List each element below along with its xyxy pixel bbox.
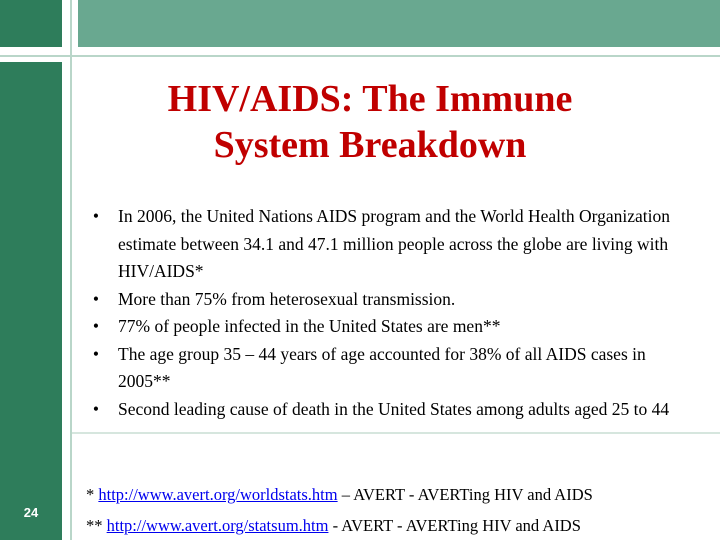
reference-1 bbox=[86, 485, 593, 505]
slide-title-line-1: HIV/AIDS: The Immune bbox=[167, 78, 573, 120]
frame-divider-horizontal bbox=[0, 55, 720, 57]
bullet-icon: • bbox=[92, 316, 100, 336]
bullet-text: Second leading cause of death in the United States among adults aged 25 to 44 bbox=[118, 398, 670, 419]
bullet-item bbox=[86, 203, 686, 286]
reference-1-prefix: * bbox=[86, 485, 99, 504]
bullet-item bbox=[86, 286, 686, 314]
bullet-text: More than 75% from heterosexual transmission. bbox=[118, 288, 456, 309]
bullet-text: In 2006, the United Nations AIDS program and the World Health Organization estimate between 34.1 and 47.1 million people across the globe are living with HIV/AIDS* bbox=[118, 206, 671, 281]
reference-2-prefix: ** bbox=[86, 516, 107, 535]
bullet-item bbox=[86, 341, 686, 396]
frame-banner-top bbox=[78, 0, 720, 47]
bullet-icon: • bbox=[92, 288, 100, 309]
footer-divider bbox=[72, 432, 720, 434]
bullet-icon: • bbox=[92, 398, 100, 419]
bullet-text: The age group 35 – 44 years of age accounted for 38% of all AIDS cases in 2005** bbox=[118, 343, 646, 391]
frame-block-top-left bbox=[0, 0, 62, 47]
frame-sidebar-left bbox=[0, 62, 62, 540]
slide-title-line-2: System Breakdown bbox=[213, 124, 527, 166]
page-number: 24 bbox=[23, 505, 39, 520]
bullet-icon: • bbox=[92, 343, 100, 364]
reference-2-link[interactable]: http://www.avert.org/statsum.htm bbox=[106, 516, 329, 535]
slide-title bbox=[72, 76, 668, 168]
bullet-item bbox=[86, 396, 686, 424]
bullet-list bbox=[86, 203, 686, 423]
reference-1-link[interactable]: http://www.avert.org/worldstats.htm bbox=[98, 485, 338, 504]
reference-1-suffix: – AVERT - AVERTing HIV and AIDS bbox=[337, 485, 593, 504]
bullet-text: 77% of people infected in the United States are men** bbox=[118, 316, 501, 336]
reference-2 bbox=[86, 516, 581, 536]
bullet-icon: • bbox=[92, 206, 100, 226]
reference-2-suffix: - AVERT - AVERTing HIV and AIDS bbox=[328, 516, 581, 535]
bullet-item bbox=[86, 313, 686, 341]
